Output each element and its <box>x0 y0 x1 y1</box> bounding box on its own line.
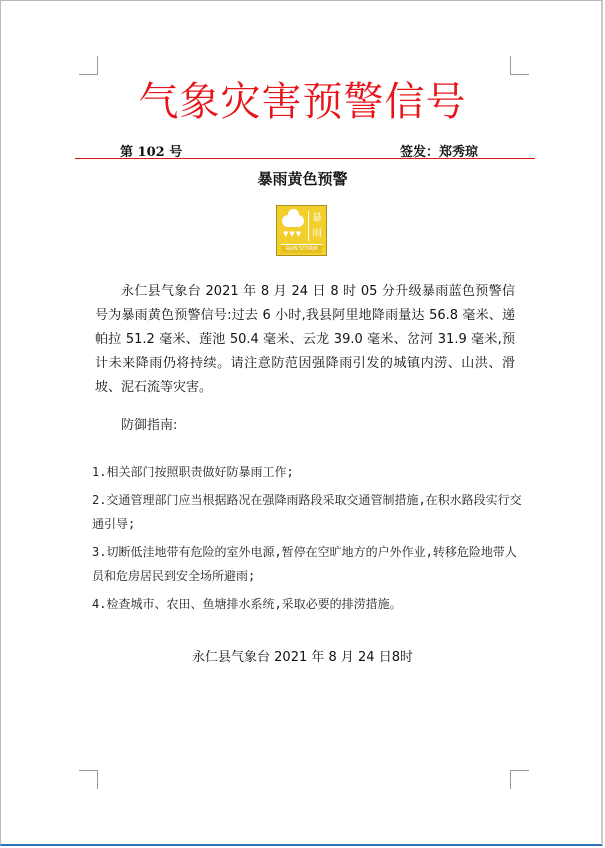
margin-mark-top-left <box>79 56 98 75</box>
guide-item: 2.交通管理部门应当根据路况在强降雨路段采取交通管制措施,在积水路段实行交通引导; <box>92 493 522 531</box>
warning-body <box>95 280 515 400</box>
warning-title: 暴雨黄色预警 <box>257 170 348 188</box>
margin-mark-top-right <box>510 56 529 75</box>
document-title: 气象灾害预警信号 <box>138 79 467 125</box>
raindrops-icon: ▼▼▼ <box>283 230 303 238</box>
document-number: 第 102 号 <box>120 145 183 160</box>
icon-char-2: 雨 <box>312 228 322 239</box>
guide-list <box>92 460 522 620</box>
cloud-icon <box>282 215 304 227</box>
issuer-footer: 永仁县气象台 2021 年 8 月 24 日8时 <box>192 650 413 665</box>
rain-yellow-warning-icon <box>276 205 327 256</box>
icon-bar-text: RAIN STORM <box>281 244 322 253</box>
guide-item: 1.相关部门按照职责做好防暴雨工作; <box>92 465 294 479</box>
icon-divider <box>308 211 309 241</box>
guide-item: 4.检查城市、农田、鱼塘排水系统,采取必要的排涝措施。 <box>92 597 402 611</box>
header-rule <box>75 158 535 159</box>
guide-item: 3.切断低洼地带有危险的室外电源,暂停在空旷地方的户外作业,转移危险地带人员和危房居民到安全场所避雨; <box>92 545 517 583</box>
margin-mark-bottom-left <box>79 770 98 789</box>
margin-mark-bottom-right <box>510 770 529 789</box>
warning-paragraph: 永仁县气象台 2021 年 8 月 24 日 8 时 05 分升级暴雨蓝色预警信号为暴雨黄色预警信号:过去 6 小时,我县阿里地降雨量达 56.8 毫米、递帕拉 51.2 毫米、莲池 50.4 毫米、云龙 39.0 毫米、岔河 31.9 毫米,预计未来降雨仍将持续。请注意防范因强降雨引发的城镇内涝、山洪、滑坡、泥石流等灾害。 <box>95 284 515 395</box>
guide-label: 防御指南: <box>121 418 178 433</box>
document-signer: 签发：郑秀琼 <box>400 145 479 160</box>
icon-char-1: 暴 <box>312 213 322 224</box>
